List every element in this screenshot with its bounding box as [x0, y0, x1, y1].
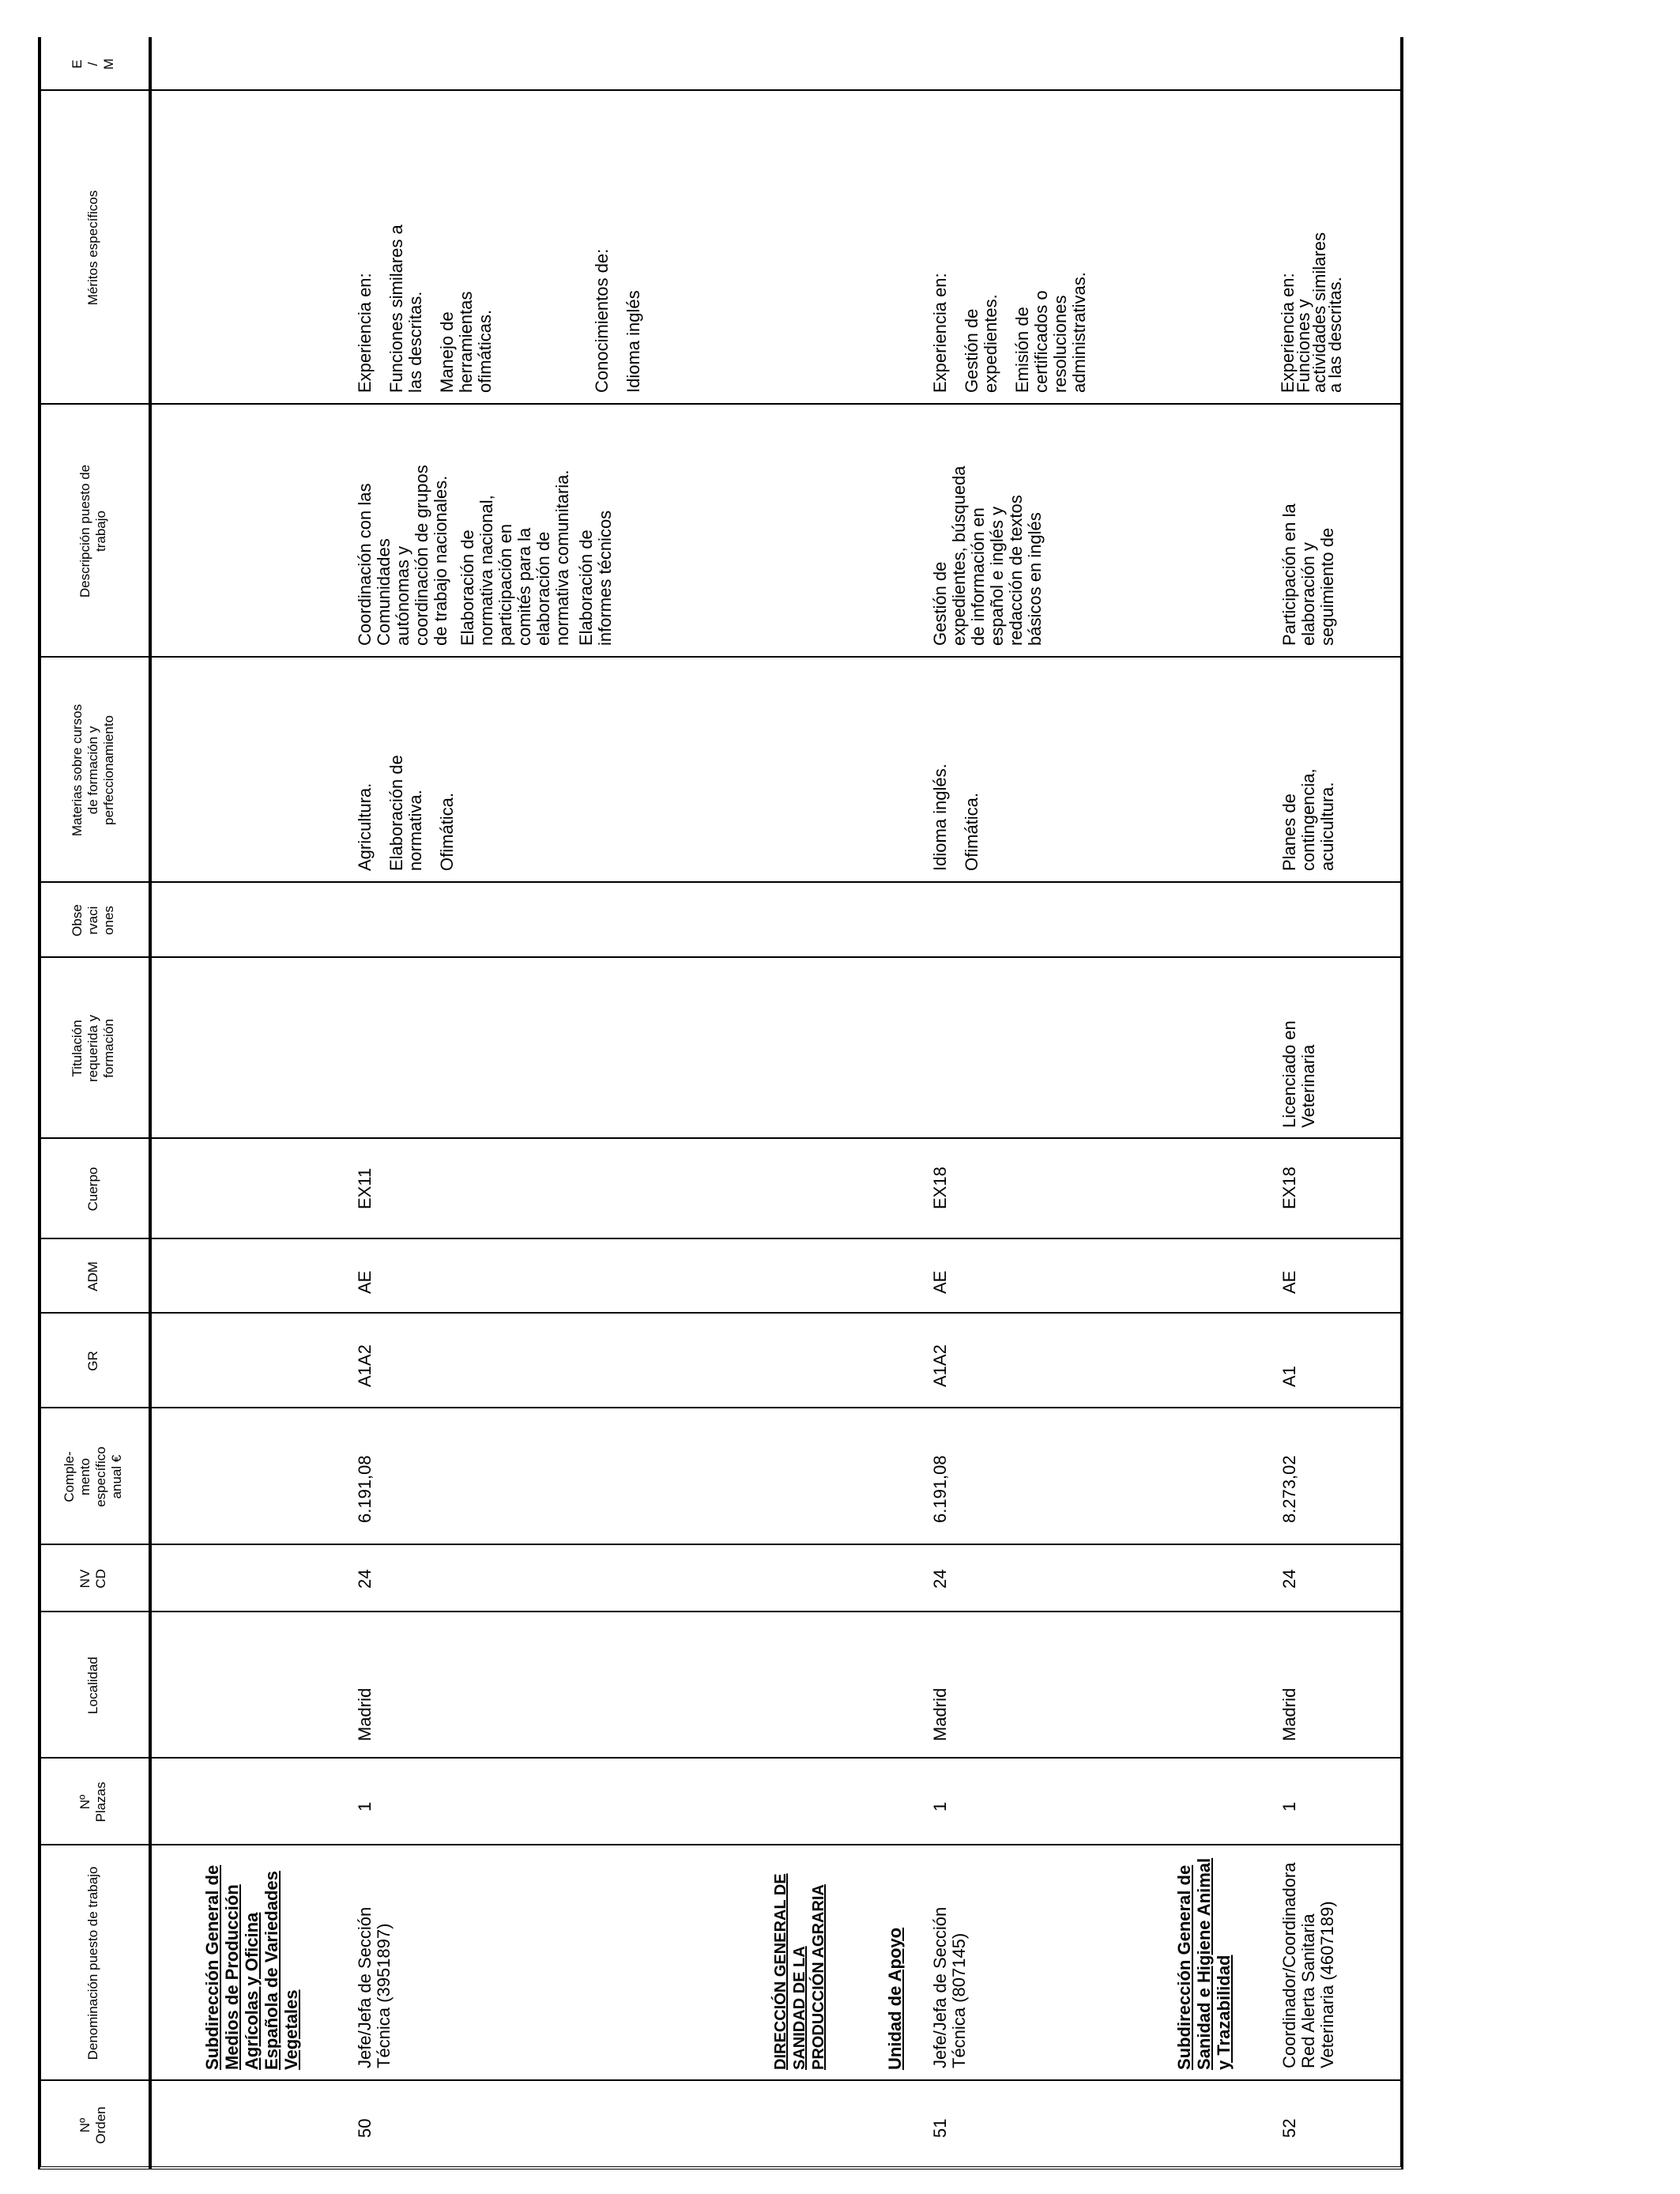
header-grupo: GR: [85, 1351, 100, 1371]
col-sep-orden: [38, 2079, 1403, 2081]
header-nivel: NV CD: [77, 1569, 108, 1589]
row52-plazas: 1: [1279, 1801, 1299, 1811]
row52-materia-1: Planes de contingencia, acuicultura.: [1279, 768, 1337, 871]
row52-merito-1: Experiencia en: Funciones y actividades similares a las descritas.: [1278, 232, 1345, 393]
row50-merito-3: Manejo de herramientas ofimáticas.: [437, 291, 495, 393]
header-observaciones: Obse rvaci ones: [70, 904, 116, 937]
row51-descripcion-1: Gestión de expedientes, búsqueda de información en español e inglés y redacción de textos básicos en inglés: [930, 466, 1045, 646]
row51-materia-2: Ofimática.: [962, 792, 981, 871]
row51-merito-1: Experiencia en:: [930, 273, 950, 393]
col-sep-materias: [38, 656, 1403, 658]
table-border-bottom: [1401, 37, 1403, 2169]
row52-localidad: Madrid: [1279, 1687, 1299, 1741]
row50-merito-5: Idioma inglés: [623, 290, 643, 393]
row51-localidad: Madrid: [930, 1687, 950, 1741]
row52-cuerpo: EX18: [1279, 1167, 1299, 1209]
row50-orden: 50: [355, 2118, 375, 2138]
row51-plazas: 1: [930, 1801, 950, 1811]
row50-merito-1: Experiencia en:: [355, 273, 375, 393]
row51-orden: 51: [930, 2118, 950, 2138]
header-em: E / M: [70, 58, 116, 70]
col-sep-localidad: [38, 1611, 1403, 1612]
header-adm: ADM: [85, 1261, 100, 1291]
row51-cuerpo: EX18: [930, 1167, 950, 1209]
row51-merito-2: Gestión de expedientes.: [962, 294, 1000, 393]
row50-nivel: 24: [355, 1569, 375, 1589]
col-sep-adm: [38, 1238, 1403, 1239]
header-cuerpo: Cuerpo: [85, 1167, 100, 1212]
row52-grupo: A1: [1279, 1366, 1299, 1387]
header-complemento: Comple- mento específico anual €: [62, 1446, 124, 1507]
row50-complemento: 6.191,08: [355, 1455, 375, 1523]
row50-cuerpo: EX11: [355, 1167, 375, 1209]
header-descripcion: Descripción puesto de trabajo: [77, 464, 108, 598]
row50-localidad: Madrid: [355, 1687, 375, 1741]
row52-complemento: 8.273,02: [1279, 1455, 1299, 1523]
col-sep-complemento: [38, 1407, 1403, 1408]
row51-adm: AE: [930, 1270, 950, 1294]
row52-orden: 52: [1279, 2118, 1299, 2138]
row51-grupo: A1A2: [930, 1344, 950, 1387]
row50-merito-4: Conocimientos de:: [592, 248, 612, 393]
header-plazas: Nº Plazas: [77, 1781, 108, 1823]
col-sep-plazas: [38, 1757, 1403, 1759]
row51-nivel: 24: [930, 1569, 950, 1589]
row52-denominacion: Coordinador/Coordinadora Red Alerta Sanitaria Veterinaria (4607189): [1279, 1862, 1337, 2068]
row50-adm: AE: [355, 1270, 375, 1294]
row50-plazas: 1: [355, 1801, 375, 1811]
col-sep-cuerpo: [38, 1137, 1403, 1139]
section-subdir-medios: Subdirección General de Medios de Producción Agrícolas y Oficina Española de Variedades Vegetales: [202, 1864, 301, 2070]
row50-descripcion-3: Elaboración de informes técnicos: [576, 510, 615, 646]
row50-merito-2: Funciones similares a las descritas.: [386, 224, 425, 393]
header-denominacion: Denominación puesto de trabajo: [85, 1866, 100, 2060]
row51-materia-1: Idioma inglés.: [930, 763, 950, 871]
row52-nivel: 24: [1279, 1569, 1299, 1589]
row52-titulacion: Licenciado en Veterinaria: [1279, 1020, 1318, 1128]
header-orden: Nº Orden: [77, 2106, 108, 2144]
row50-materia-3: Ofimática.: [437, 792, 457, 871]
row51-complemento: 6.191,08: [930, 1455, 950, 1523]
row52-adm: AE: [1279, 1270, 1299, 1294]
header-titulacion: Titulación requerida y formación: [70, 1014, 116, 1083]
row50-materia-2: Elaboración de normativa.: [386, 755, 425, 871]
row51-merito-3: Emisión de certificados o resoluciones administrativas.: [1012, 272, 1089, 393]
row52-descripcion-1: Participación en la elaboración y seguimiento de: [1279, 503, 1337, 646]
col-sep-titulacion: [38, 956, 1403, 958]
header-meritos: Méritos específicos: [85, 190, 100, 306]
col-sep-meritos: [38, 89, 1403, 91]
row51-denominacion: Jefe/Jefa de Sección Técnica (807145): [930, 1906, 969, 2068]
row50-materia-1: Agricultura.: [355, 782, 375, 871]
rotated-job-table: [38, 36, 1405, 2169]
col-sep-descripcion: [38, 403, 1403, 405]
row50-denominacion: Jefe/Jefa de Sección Técnica (3951897): [355, 1906, 394, 2068]
row50-descripcion-1: Coordinación con las Comunidades autónomas y coordinación de grupos de trabajo nacionales.: [355, 465, 450, 646]
row50-grupo: A1A2: [355, 1344, 375, 1387]
col-sep-observaciones: [38, 881, 1403, 883]
row50-descripcion-2: Elaboración de normativa nacional, participación en comités para la elaboración de normativa comunitaria.: [458, 469, 572, 646]
header-materias: Materias sobre cursos de formación y perfeccionamiento: [70, 703, 116, 837]
section-subdir-sanidad: Subdirección General de Sanidad e Higiene Animal y Trazabilidad: [1174, 1857, 1234, 2070]
header-divider: [149, 37, 152, 2169]
col-sep-grupo: [38, 1312, 1403, 1314]
section-unidad-apoyo: Unidad de Apoyo: [885, 1927, 905, 2070]
section-dir-sanidad: DIRECCIÓN GENERAL DE SANIDAD DE LA PRODUCCIÓN AGRARIA: [772, 1873, 827, 2070]
header-localidad: Localidad: [85, 1657, 100, 1714]
col-sep-nivel: [38, 1544, 1403, 1545]
